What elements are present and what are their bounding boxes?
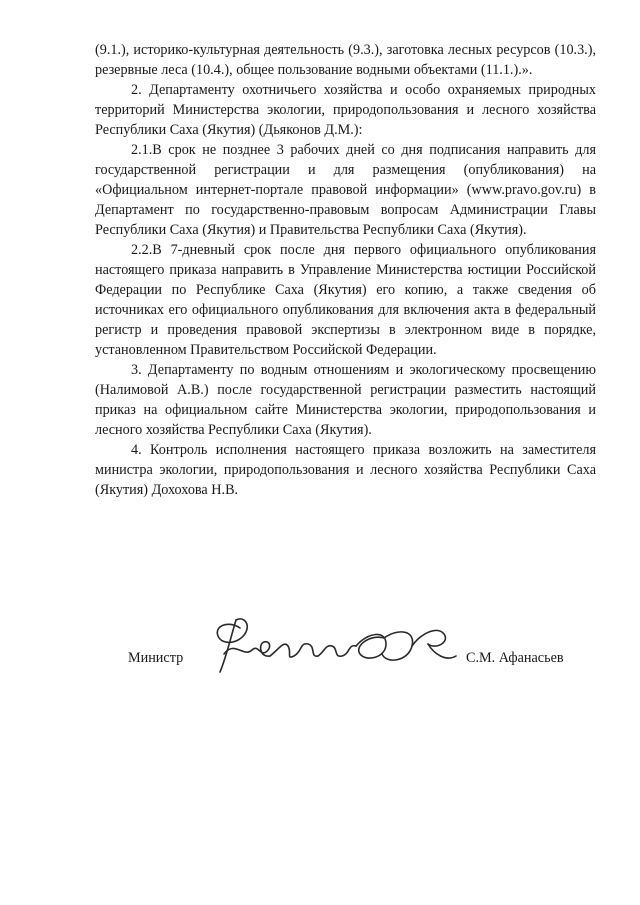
paragraph-item-2: 2. Департаменту охотничьего хозяйства и особо охраняемых природных территорий Министерства экологии, природопользования и лесного хозяйства Республики Саха (Якутия) (Дьяконов Д.М.): bbox=[95, 82, 596, 138]
paragraph-continuation: (9.1.), историко-культурная деятельность (9.3.), заготовка лесных ресурсов (10.3.), резервные леса (10.4.), общее пользование водными объектами (11.1.).». bbox=[95, 42, 596, 78]
signature-block bbox=[0, 630, 640, 690]
paragraph-item-2-1: 2.1.В срок не позднее 3 рабочих дней со дня подписания направить для государственной регистрации и для размещения (опубликования) на «Официальном интернет-портале правовой информации» (www.pravo.gov.ru) в Департамент по государственно-правовым вопросам Администрации Главы Республики Саха (Якутия) и Правительства Республики Саха (Якутия). bbox=[95, 142, 596, 238]
paragraph-item-3: 3. Департаменту по водным отношениям и экологическому просвещению (Налимовой А.В.) после государственной регистрации разместить настоящий приказ на официальном сайте Министерства экологии, природопользования и лесного хозяйства Республики Саха (Якутия). bbox=[95, 362, 596, 438]
document-body bbox=[95, 40, 596, 500]
signatory-title: Министр bbox=[128, 650, 184, 666]
paragraph-item-2-2: 2.2.В 7-дневный срок после дня первого официального опубликования настоящего приказа направить в Управление Министерства юстиции Российской Федерации по Республике Саха (Якутия) его копию, а также сведения об источниках его официального опубликования для включения акта в федеральный регистр и проведения правовой экспертизы в электронном виде в порядке, установленном Правительством Российской Федерации. bbox=[95, 242, 596, 358]
signatory-name: С.М. Афанасьев bbox=[466, 650, 564, 666]
paragraph-item-4: 4. Контроль исполнения настоящего приказа возложить на заместителя министра экологии, природопользования и лесного хозяйства Республики Саха (Якутия) Дохохова Н.В. bbox=[95, 442, 596, 498]
handwritten-signature bbox=[200, 610, 470, 690]
